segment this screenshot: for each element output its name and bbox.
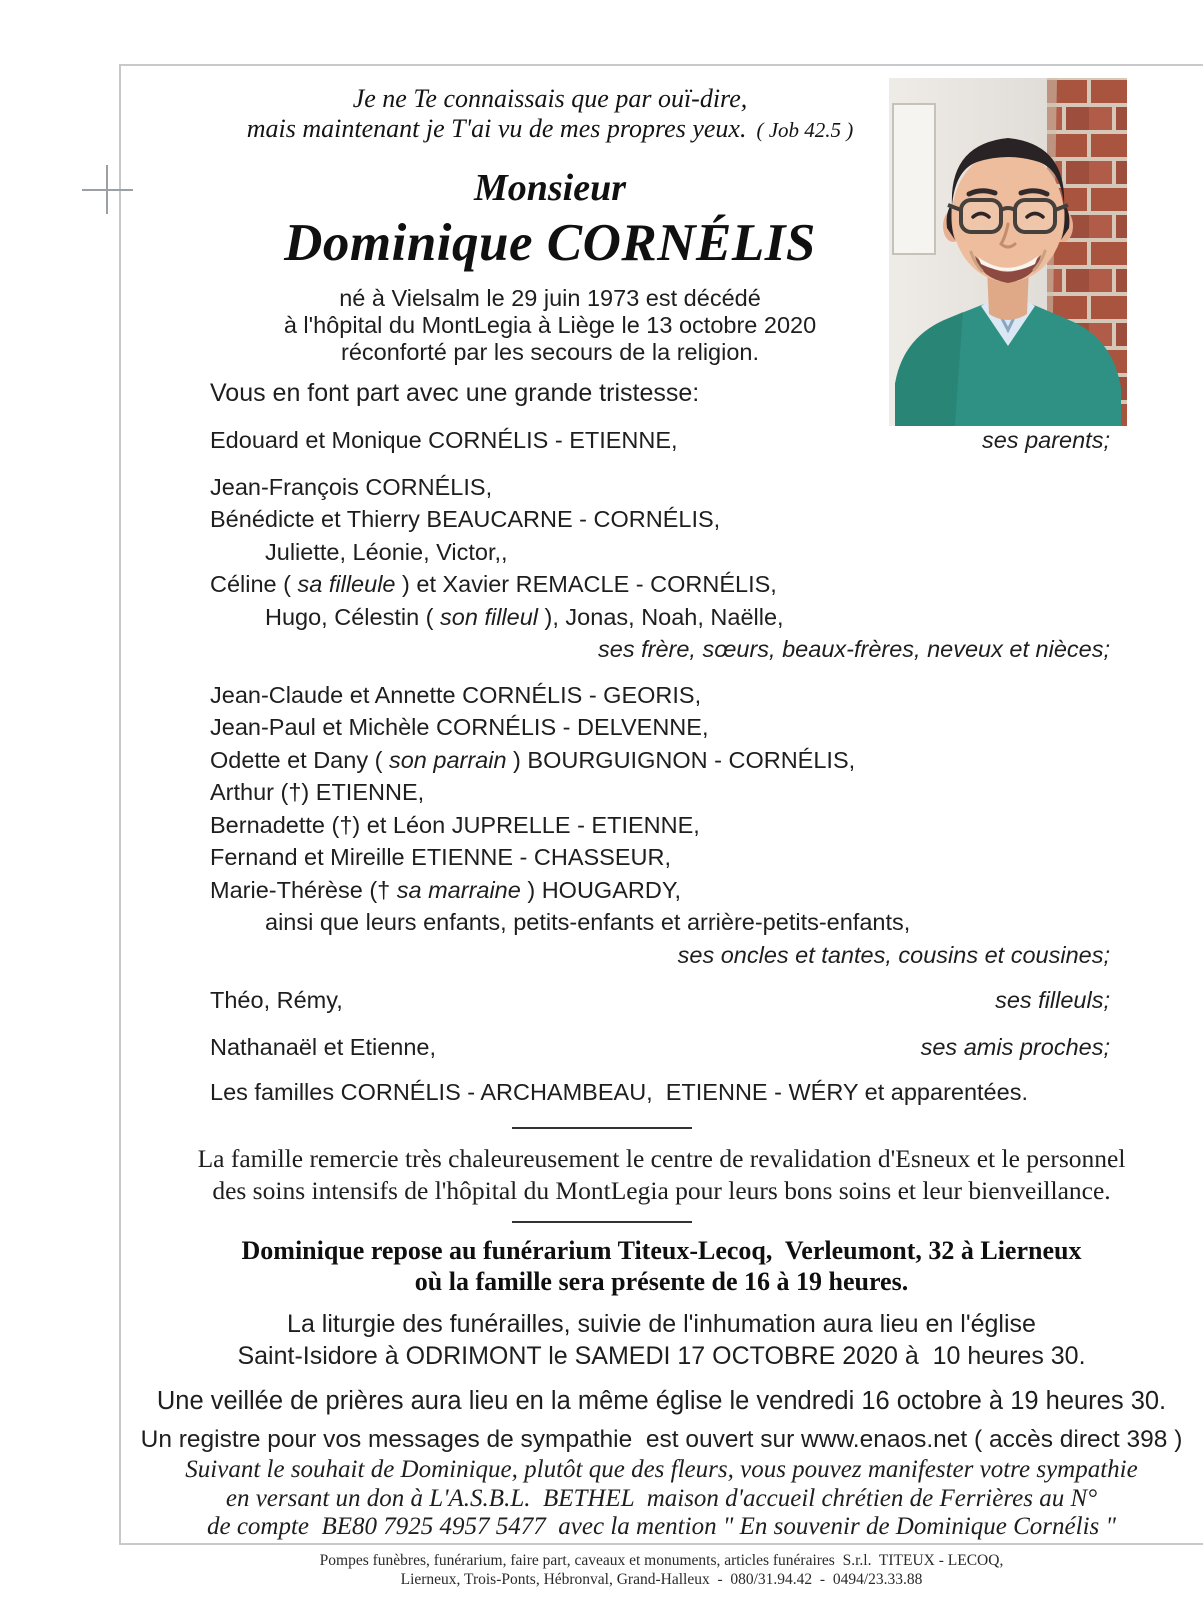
family-line-segment: Céline ( [210, 571, 298, 597]
family-line-segment: ) et Xavier REMACLE - CORNÉLIS, [395, 571, 777, 597]
donation-line1: Suivant le souhait de Dominique, plutôt que des fleurs, vous pouvez manifester votre sympathie [185, 1456, 1138, 1483]
thanks-paragraph [120, 1143, 1203, 1207]
separator-line-1 [512, 1127, 692, 1129]
family-line: ainsi que leurs enfants, petits-enfants et arrière-petits-enfants, [265, 909, 911, 935]
family-role: ses filleuls; [995, 987, 1110, 1013]
family-names: Edouard et Monique CORNÉLIS - ETIENNE, [210, 427, 678, 453]
family-line [210, 744, 1110, 777]
family-line-segment-italic: sa filleule [297, 571, 396, 597]
separator-line-2 [512, 1221, 692, 1223]
family-line: Jean-François CORNÉLIS, [210, 473, 493, 500]
family-group-uncles-aunts [210, 679, 1110, 972]
family-group-parents [210, 424, 1110, 457]
page-frame-top-line [119, 64, 1203, 66]
family-group-friends [210, 1031, 1110, 1064]
family-line [210, 601, 1110, 634]
family-line [210, 568, 1110, 601]
repose-notice [120, 1235, 1203, 1297]
family-line: Bénédicte et Thierry BEAUCARNE - CORNÉLIS, [210, 506, 721, 532]
death-notice-line3: réconforté par les secours de la religion. [341, 339, 759, 365]
deceased-name: Dominique CORNÉLIS [284, 214, 816, 272]
thanks-line2: des soins intensifs de l'hôpital du MontLegia pour leurs bons soins et leur bienveillance. [212, 1176, 1111, 1205]
footer-line1: Pompes funèbres, funérarium, faire part, caveaux et monuments, articles funéraires S.r.l. TITEUX - LECOQ, [319, 1552, 1004, 1569]
related-families-line: Les familles CORNÉLIS - ARCHAMBEAU, ETIENNE - WÉRY et apparentées. [210, 1079, 1028, 1105]
repose-line2: où la famille sera présente de 16 à 19 heures. [414, 1267, 909, 1296]
family-line-segment: ) HOUGARDY, [520, 876, 682, 903]
donation-line3: de compte BE80 7925 4957 5477 avec la mention " En souvenir de Dominique Cornélis " [206, 1513, 1117, 1540]
family-role: ses oncles et tantes, cousins et cousines; [677, 941, 1110, 968]
family-names: Nathanaël et Etienne, [210, 1033, 437, 1060]
liturgy-notice [120, 1309, 1203, 1372]
liturgy-line2: Saint-Isidore à ODRIMONT le SAMEDI 17 OCTOBRE 2020 à 10 heures 30. [237, 1341, 1086, 1370]
family-line-segment: Odette et Dany ( [210, 746, 389, 773]
family-group-godchildren [210, 984, 1110, 1017]
liturgy-line1: La liturgie des funérailles, suivie de l'inhumation aura lieu en l'église [287, 1310, 1036, 1338]
family-line: Juliette, Léonie, Victor,, [265, 538, 508, 565]
family-names: Théo, Rémy, [210, 987, 343, 1013]
family-line: Jean-Claude et Annette CORNÉLIS - GEORIS, [210, 681, 702, 708]
footer-line2: Lierneux, Trois-Ponts, Hébronval, Grand-Halleux - 080/31.94.42 - 0494/23.33.88 [400, 1571, 923, 1588]
family-line-segment: Marie-Thérèse († [210, 876, 397, 903]
family-line-segment: ), Jonas, Noah, Naëlle, [538, 603, 784, 630]
death-notice [120, 285, 980, 366]
crop-mark-cross-vertical [106, 165, 108, 214]
announcement-intro: Vous en font part avec une grande tristesse: [210, 379, 700, 407]
scripture-quote-text: mais maintenant je T'ai vu de mes propres yeux. [246, 114, 747, 143]
donation-request [120, 1456, 1203, 1542]
condolence-register-notice: Un registre pour vos messages de sympathie est ouvert sur www.enaos.net ( accès direct 398 ) [140, 1426, 1183, 1453]
salutation: Monsieur [473, 167, 627, 209]
scripture-quote-line2 [120, 114, 980, 145]
family-line-segment-italic: son parrain [388, 746, 507, 773]
family-list [210, 424, 1110, 1109]
thanks-line1: La famille remercie très chaleureusement le centre de revalidation d'Esneux et le personnel [197, 1144, 1126, 1173]
family-line [210, 874, 1110, 907]
family-role: ses parents; [981, 427, 1110, 453]
page-frame-bottom-line [119, 1543, 1203, 1545]
funeral-home-footer [120, 1551, 1203, 1589]
family-line-segment: ) BOURGUIGNON - CORNÉLIS, [506, 746, 856, 773]
header-block [120, 84, 980, 366]
family-line: Fernand et Mireille ETIENNE - CHASSEUR, [210, 844, 671, 870]
family-role: ses frère, sœurs, beaux-frères, neveux et nièces; [598, 636, 1110, 662]
family-role: ses amis proches; [920, 1033, 1110, 1060]
vigil-notice: Une veillée de prières aura lieu en la même église le vendredi 16 octobre à 19 heures 30. [156, 1387, 1167, 1415]
scripture-quote-line1: Je ne Te connaissais que par ouï-dire, [352, 84, 748, 113]
family-line: Arthur (†) ETIENNE, [210, 779, 425, 805]
death-notice-line1: né à Vielsalm le 29 juin 1973 est décédé [339, 285, 761, 311]
scripture-reference: ( Job 42.5 ) [756, 118, 854, 142]
family-group-siblings [210, 471, 1110, 666]
family-line-segment-italic: son filleul [440, 603, 539, 630]
repose-line1: Dominique repose au funérarium Titeux-Lecoq, Verleumont, 32 à Lierneux [241, 1236, 1082, 1265]
family-line-segment-italic: sa marraine [396, 876, 521, 903]
family-line: Bernadette (†) et Léon JUPRELLE - ETIENNE, [210, 811, 700, 838]
family-line-segment: Hugo, Célestin ( [265, 603, 441, 630]
family-line: Jean-Paul et Michèle CORNÉLIS - DELVENNE, [210, 714, 709, 740]
donation-line2: en versant un don à L'A.S.B.L. BETHEL maison d'accueil chrétien de Ferrières au N° [225, 1484, 1098, 1512]
death-notice-line2: à l'hôpital du MontLegia à Liège le 13 octobre 2020 [283, 312, 817, 338]
